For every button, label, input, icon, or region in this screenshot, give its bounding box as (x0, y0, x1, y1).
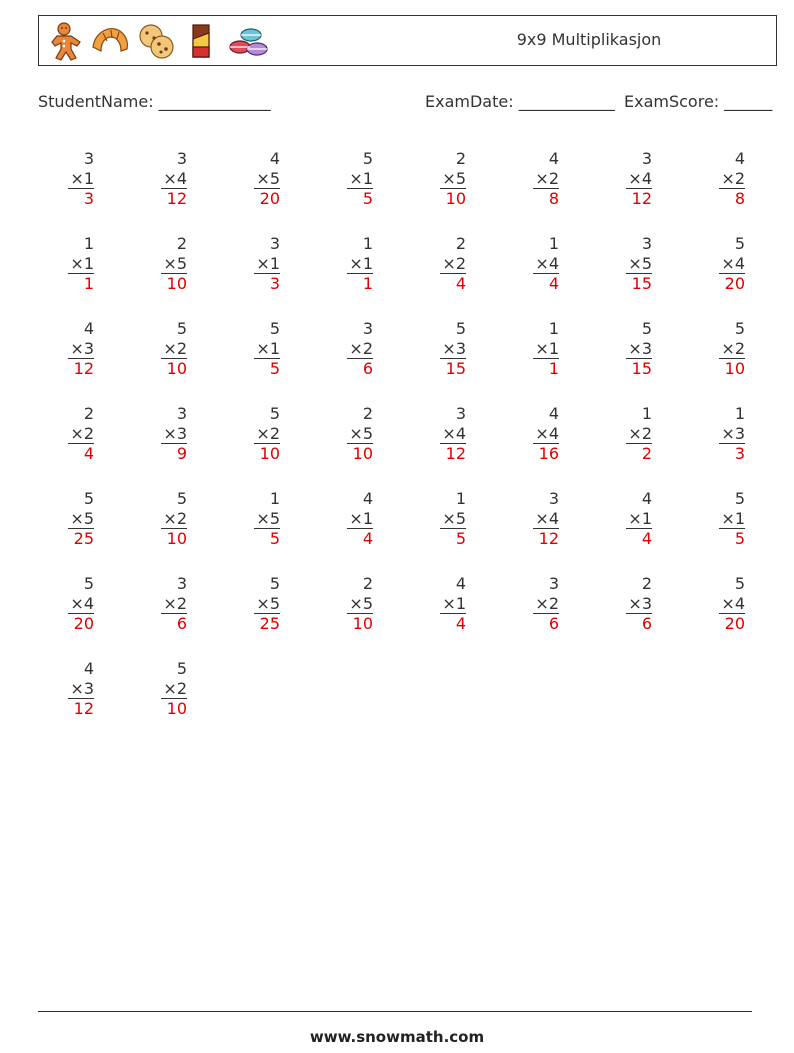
problem-answer: 6 (533, 613, 559, 634)
problem-answer: 12 (533, 528, 559, 549)
problem-multiplier: ×5 (349, 423, 373, 443)
multiplication-problem (313, 404, 373, 464)
multiplication-problem (406, 489, 466, 549)
multiplication-problem (592, 319, 652, 379)
macarons-icon (227, 21, 269, 61)
problem-multiplicand: 4 (83, 659, 94, 678)
problem-multiplier: ×4 (535, 508, 559, 528)
problem-answer: 12 (68, 358, 94, 379)
problem-answer: 25 (68, 528, 94, 549)
problem-multiplier: ×5 (442, 508, 466, 528)
problem-multiplier: ×3 (442, 338, 466, 358)
problem-answer: 9 (161, 443, 187, 464)
problem-answer: 10 (254, 443, 280, 464)
problem-multiplicand: 1 (362, 234, 373, 253)
multiplication-problem (592, 574, 652, 634)
problem-answer: 3 (719, 443, 745, 464)
problem-multiplier: ×4 (535, 253, 559, 273)
problem-multiplier: ×4 (70, 593, 94, 613)
problem-multiplier: ×4 (535, 423, 559, 443)
problem-multiplier: ×3 (628, 593, 652, 613)
multiplication-problem (313, 319, 373, 379)
problem-multiplier: ×4 (721, 593, 745, 613)
problem-multiplier: ×3 (721, 423, 745, 443)
problem-multiplier: ×1 (535, 338, 559, 358)
worksheet-title: 9x9 Multiplikasjon (516, 30, 662, 49)
problem-answer: 4 (533, 273, 559, 294)
student-name-field: StudentName: ______________ (38, 92, 271, 111)
problem-multiplier: ×5 (256, 508, 280, 528)
multiplication-problem (406, 234, 466, 294)
multiplication-problem (220, 574, 280, 634)
problem-multiplier: ×1 (349, 508, 373, 528)
problem-multiplicand: 4 (734, 149, 745, 168)
problem-multiplicand: 4 (548, 404, 559, 423)
problem-answer: 20 (68, 613, 94, 634)
problem-multiplier: ×3 (628, 338, 652, 358)
problem-answer: 6 (347, 358, 373, 379)
multiplication-problem (220, 489, 280, 549)
problem-answer: 5 (347, 188, 373, 209)
problem-multiplier: ×2 (163, 593, 187, 613)
problem-multiplier: ×2 (349, 338, 373, 358)
problem-answer: 16 (533, 443, 559, 464)
problem-multiplicand: 5 (269, 319, 280, 338)
problem-multiplicand: 2 (83, 404, 94, 423)
problem-multiplier: ×5 (349, 593, 373, 613)
multiplication-problem (34, 234, 94, 294)
problem-answer: 8 (533, 188, 559, 209)
problem-multiplicand: 3 (83, 149, 94, 168)
problem-multiplier: ×1 (721, 508, 745, 528)
problem-multiplicand: 3 (641, 149, 652, 168)
multiplication-problem (127, 319, 187, 379)
problem-multiplier: ×1 (70, 253, 94, 273)
multiplication-problem (592, 404, 652, 464)
problem-answer: 4 (68, 443, 94, 464)
problem-multiplicand: 2 (362, 574, 373, 593)
problem-multiplicand: 4 (83, 319, 94, 338)
problem-multiplier: ×2 (163, 338, 187, 358)
problem-answer: 3 (254, 273, 280, 294)
problem-answer: 12 (68, 698, 94, 719)
problem-answer: 10 (719, 358, 745, 379)
problem-multiplicand: 3 (455, 404, 466, 423)
problem-multiplicand: 5 (83, 574, 94, 593)
multiplication-problem (685, 149, 745, 209)
problem-answer: 15 (626, 358, 652, 379)
problem-multiplier: ×1 (628, 508, 652, 528)
problem-multiplier: ×1 (70, 168, 94, 188)
problem-multiplicand: 1 (83, 234, 94, 253)
problem-multiplier: ×4 (442, 423, 466, 443)
problem-multiplier: ×1 (442, 593, 466, 613)
problem-answer: 10 (161, 358, 187, 379)
multiplication-problem (34, 574, 94, 634)
problem-answer: 20 (719, 613, 745, 634)
problem-answer: 1 (68, 273, 94, 294)
problem-multiplicand: 5 (734, 574, 745, 593)
problem-multiplicand: 3 (548, 574, 559, 593)
multiplication-problem (499, 319, 559, 379)
problem-answer: 8 (719, 188, 745, 209)
problem-multiplicand: 3 (176, 574, 187, 593)
problem-multiplier: ×4 (628, 168, 652, 188)
multiplication-problem (127, 149, 187, 209)
problem-answer: 6 (161, 613, 187, 634)
problem-multiplier: ×2 (256, 423, 280, 443)
problem-multiplier: ×1 (256, 253, 280, 273)
multiplication-problem (313, 574, 373, 634)
multiplication-problem (685, 489, 745, 549)
multiplication-problem (313, 149, 373, 209)
gingerbread-man-icon (43, 21, 85, 61)
icon-strip (43, 21, 269, 61)
multiplication-problem (406, 319, 466, 379)
chocolate-bar-icon (181, 21, 223, 61)
problem-multiplicand: 1 (641, 404, 652, 423)
multiplication-problem (313, 489, 373, 549)
problem-multiplicand: 2 (641, 574, 652, 593)
problem-multiplicand: 1 (548, 319, 559, 338)
problem-multiplicand: 5 (176, 659, 187, 678)
problem-multiplicand: 5 (734, 489, 745, 508)
problem-multiplicand: 2 (455, 234, 466, 253)
problem-multiplicand: 1 (734, 404, 745, 423)
problem-multiplicand: 5 (83, 489, 94, 508)
problem-multiplier: ×5 (256, 593, 280, 613)
problem-multiplier: ×1 (349, 168, 373, 188)
problem-multiplicand: 5 (455, 319, 466, 338)
problem-multiplier: ×2 (535, 168, 559, 188)
multiplication-problem (220, 149, 280, 209)
problem-answer: 2 (626, 443, 652, 464)
problem-multiplicand: 2 (362, 404, 373, 423)
problem-answer: 3 (68, 188, 94, 209)
multiplication-problem (127, 404, 187, 464)
problem-multiplier: ×4 (163, 168, 187, 188)
multiplication-problem (127, 659, 187, 719)
multiplication-problem (127, 489, 187, 549)
problem-multiplier: ×5 (442, 168, 466, 188)
problem-answer: 4 (440, 613, 466, 634)
problem-multiplicand: 4 (362, 489, 373, 508)
problem-answer: 5 (440, 528, 466, 549)
problem-answer: 10 (440, 188, 466, 209)
problem-multiplier: ×5 (628, 253, 652, 273)
multiplication-problem (499, 489, 559, 549)
multiplication-problem (127, 574, 187, 634)
problem-answer: 1 (347, 273, 373, 294)
problem-answer: 15 (440, 358, 466, 379)
multiplication-problem (592, 234, 652, 294)
problem-answer: 10 (347, 443, 373, 464)
problem-multiplier: ×2 (628, 423, 652, 443)
multiplication-problem (220, 319, 280, 379)
problem-multiplier: ×2 (442, 253, 466, 273)
problem-multiplier: ×2 (535, 593, 559, 613)
problem-answer: 25 (254, 613, 280, 634)
problem-multiplicand: 5 (269, 404, 280, 423)
problem-multiplicand: 5 (269, 574, 280, 593)
multiplication-problem (685, 574, 745, 634)
multiplication-problem (220, 404, 280, 464)
problem-multiplicand: 3 (548, 489, 559, 508)
problem-multiplicand: 3 (362, 319, 373, 338)
problem-multiplicand: 1 (455, 489, 466, 508)
multiplication-problem (592, 149, 652, 209)
problem-multiplicand: 3 (176, 404, 187, 423)
problem-multiplier: ×3 (70, 338, 94, 358)
problem-multiplicand: 5 (176, 489, 187, 508)
problem-multiplier: ×2 (721, 338, 745, 358)
problem-answer: 20 (719, 273, 745, 294)
problem-answer: 15 (626, 273, 652, 294)
problem-multiplicand: 4 (548, 149, 559, 168)
problem-answer: 10 (161, 698, 187, 719)
footer-website: www.snowmath.com (309, 1028, 485, 1046)
problem-multiplier: ×2 (721, 168, 745, 188)
problem-answer: 1 (533, 358, 559, 379)
problem-multiplier: ×3 (70, 678, 94, 698)
problem-multiplier: ×1 (349, 253, 373, 273)
problem-answer: 10 (161, 528, 187, 549)
problem-multiplicand: 5 (734, 319, 745, 338)
problem-answer: 5 (254, 358, 280, 379)
problem-multiplicand: 5 (176, 319, 187, 338)
multiplication-problem (406, 149, 466, 209)
exam-score-field: ExamScore: ______ (624, 92, 773, 111)
problem-answer: 10 (347, 613, 373, 634)
problem-answer: 6 (626, 613, 652, 634)
problem-answer: 20 (254, 188, 280, 209)
multiplication-problem (313, 234, 373, 294)
problem-answer: 4 (626, 528, 652, 549)
problem-multiplier: ×2 (163, 678, 187, 698)
footer-divider (38, 1011, 752, 1012)
problem-multiplier: ×1 (256, 338, 280, 358)
multiplication-problem (499, 234, 559, 294)
problem-answer: 10 (161, 273, 187, 294)
multiplication-problem (499, 149, 559, 209)
problem-multiplicand: 3 (269, 234, 280, 253)
problem-multiplier: ×3 (163, 423, 187, 443)
multiplication-problem (685, 404, 745, 464)
exam-date-field: ExamDate: ____________ (425, 92, 615, 111)
problem-multiplicand: 3 (176, 149, 187, 168)
multiplication-problem (685, 319, 745, 379)
problem-multiplier: ×5 (70, 508, 94, 528)
croissant-icon (89, 21, 131, 61)
problem-multiplicand: 1 (548, 234, 559, 253)
multiplication-problem (34, 659, 94, 719)
problem-multiplicand: 5 (641, 319, 652, 338)
problem-multiplicand: 2 (455, 149, 466, 168)
multiplication-problem (220, 234, 280, 294)
problem-answer: 5 (254, 528, 280, 549)
multiplication-problem (34, 149, 94, 209)
problem-answer: 12 (440, 443, 466, 464)
multiplication-problem (592, 489, 652, 549)
problem-multiplier: ×5 (256, 168, 280, 188)
problem-multiplier: ×5 (163, 253, 187, 273)
multiplication-problem (406, 404, 466, 464)
problem-answer: 12 (626, 188, 652, 209)
problem-multiplicand: 4 (269, 149, 280, 168)
problem-multiplicand: 4 (455, 574, 466, 593)
problem-answer: 4 (440, 273, 466, 294)
problem-answer: 5 (719, 528, 745, 549)
multiplication-problem (34, 319, 94, 379)
cookie-icon (135, 21, 177, 61)
multiplication-problem (685, 234, 745, 294)
problem-answer: 4 (347, 528, 373, 549)
multiplication-problem (34, 404, 94, 464)
problem-multiplicand: 5 (362, 149, 373, 168)
multiplication-problem (34, 489, 94, 549)
problem-multiplicand: 1 (269, 489, 280, 508)
problem-multiplicand: 2 (176, 234, 187, 253)
multiplication-problem (406, 574, 466, 634)
problem-multiplier: ×4 (721, 253, 745, 273)
problem-multiplier: ×2 (70, 423, 94, 443)
problem-answer: 12 (161, 188, 187, 209)
problem-multiplicand: 4 (641, 489, 652, 508)
multiplication-problem (499, 404, 559, 464)
problem-multiplicand: 5 (734, 234, 745, 253)
problem-multiplier: ×2 (163, 508, 187, 528)
worksheet-header (38, 15, 777, 66)
problem-multiplicand: 3 (641, 234, 652, 253)
multiplication-problem (127, 234, 187, 294)
multiplication-problem (499, 574, 559, 634)
